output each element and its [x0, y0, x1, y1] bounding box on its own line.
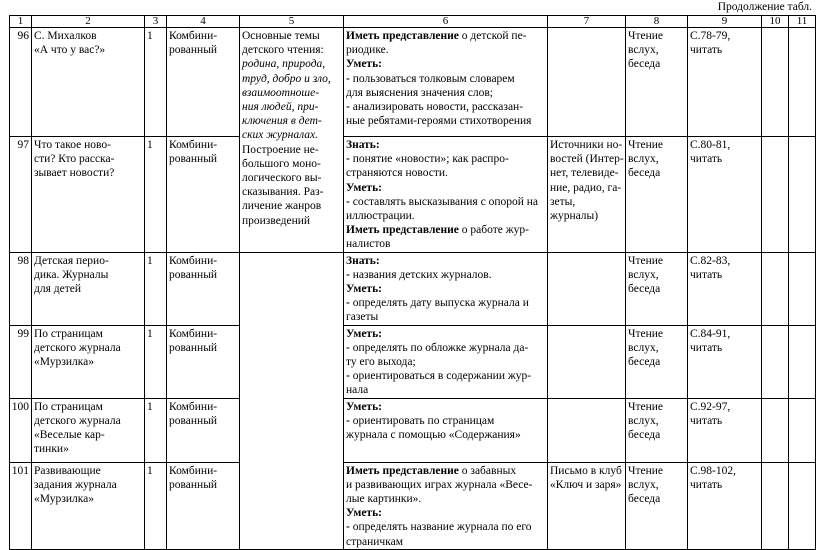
control-cell	[548, 325, 626, 398]
activity-line: Чтение	[628, 400, 664, 413]
lesson-number: 97	[10, 137, 32, 253]
empty-cell-11	[789, 398, 816, 462]
activity-line: Чтение	[628, 254, 664, 267]
requirement-label: -	[346, 370, 350, 383]
control-line: востей (Интер-	[550, 153, 624, 166]
lesson-title-line: зывает новости?	[34, 167, 115, 180]
lesson-hours: 1	[145, 462, 167, 549]
requirement-label: Уметь:	[346, 327, 382, 340]
requirements-cell	[344, 398, 548, 462]
theme-italic-line: ния людей, при-	[242, 101, 319, 114]
requirement-line	[346, 268, 546, 282]
requirement-text: нала	[346, 384, 369, 397]
empty-cell-10	[762, 398, 789, 462]
requirement-text: и развивающих играх журнала «Весе-	[346, 478, 533, 491]
homework-cell	[688, 28, 762, 137]
table-row	[10, 252, 816, 325]
col-number: 8	[626, 16, 688, 28]
control-line: зеты, журналы)	[550, 195, 599, 223]
lesson-type-line: рованный	[169, 341, 218, 354]
homework-line: С.92-97,	[690, 400, 731, 413]
col-number: 5	[240, 16, 344, 28]
activity-line: беседа	[628, 493, 661, 506]
lesson-type-line: рованный	[169, 44, 218, 57]
requirement-text: ные ребятами-героями стихотворения	[346, 115, 532, 128]
lesson-type-line: Комбини-	[169, 400, 218, 413]
lesson-hours: 1	[145, 28, 167, 137]
empty-cell-10	[762, 462, 789, 549]
requirement-text: страничкам	[346, 535, 404, 548]
column-number-row	[10, 16, 816, 28]
lesson-title-line: По страницам	[34, 400, 103, 413]
empty-cell-11	[789, 28, 816, 137]
lesson-number: 96	[10, 28, 32, 137]
requirement-text: названия детских журналов.	[349, 268, 492, 281]
activity-line: Чтение	[628, 327, 664, 340]
lesson-title-line: дика. Журналы	[34, 268, 109, 281]
empty-cell-10	[762, 137, 789, 253]
lesson-title	[32, 325, 145, 398]
control-cell	[548, 28, 626, 137]
lesson-title-line: для детей	[34, 283, 81, 296]
lesson-title	[32, 28, 145, 137]
empty-cell-11	[789, 325, 816, 398]
control-line: «Ключ и заря»	[550, 478, 622, 491]
requirements-cell	[344, 252, 548, 325]
lesson-hours: 1	[145, 325, 167, 398]
requirement-line	[346, 355, 546, 369]
requirement-label: -	[346, 195, 350, 208]
lesson-type-line: рованный	[169, 268, 218, 281]
requirement-text: журнала с помощью «Содержания»	[346, 429, 521, 442]
col-number: 6	[344, 16, 548, 28]
lesson-title-line: «Мурзилка»	[34, 493, 95, 506]
requirement-line	[346, 400, 546, 414]
lesson-hours: 1	[145, 252, 167, 325]
lesson-type-line: Комбини-	[169, 464, 218, 477]
requirements-cell	[344, 462, 548, 549]
col-number: 4	[167, 16, 240, 28]
requirement-line	[346, 282, 546, 296]
lesson-type-line: Комбини-	[169, 30, 218, 42]
requirement-text: газеты	[346, 311, 379, 324]
requirement-text: ориентировать по страницам	[349, 414, 495, 427]
lesson-hours: 1	[145, 137, 167, 253]
requirement-label: -	[346, 414, 350, 427]
col-number: 9	[688, 16, 762, 28]
theme-cell	[240, 28, 344, 253]
requirement-label: Уметь:	[346, 181, 382, 194]
requirement-text: риодике.	[346, 44, 389, 57]
col-number: 7	[548, 16, 626, 28]
lesson-type-line: Комбини-	[169, 139, 218, 151]
requirement-text: налистов	[346, 238, 391, 251]
activity-line: Чтение	[628, 30, 664, 42]
lesson-title-line: «Мурзилка»	[34, 356, 95, 369]
theme-line: личение жанров	[242, 200, 322, 213]
lesson-title-line: Что такое ново-	[34, 139, 111, 151]
requirement-label: Уметь:	[346, 400, 382, 413]
table-row	[10, 462, 816, 549]
requirement-text: определять по обложке журнала да-	[349, 341, 529, 354]
lesson-type	[167, 325, 240, 398]
lesson-title	[32, 462, 145, 549]
control-line: ние, радио, га-	[550, 181, 622, 194]
requirement-line	[346, 43, 546, 57]
lesson-type-line: рованный	[169, 414, 218, 427]
requirement-line	[346, 209, 546, 223]
lesson-title-line: тинки»	[34, 443, 69, 456]
requirement-line	[346, 72, 546, 86]
activity-cell	[626, 398, 688, 462]
table-row	[10, 137, 816, 253]
requirement-text: для выяснения значения слов;	[346, 86, 493, 99]
theme-italic-line: ских журналах.	[242, 129, 318, 142]
col-number: 2	[32, 16, 145, 28]
requirement-line	[346, 152, 546, 166]
lesson-type-line: Комбини-	[169, 254, 218, 267]
requirement-line	[346, 237, 546, 251]
requirement-text: ту его выхода;	[346, 356, 416, 369]
theme-line: сказывания. Раз-	[242, 186, 324, 199]
theme-line: детского чтения:	[242, 44, 324, 57]
table-row	[10, 325, 816, 398]
lesson-type	[167, 398, 240, 462]
activity-line: вслух,	[628, 153, 659, 166]
requirement-label: Иметь представление	[346, 224, 459, 237]
requirement-text: иллюстрации.	[346, 210, 415, 223]
requirement-label: -	[346, 341, 350, 354]
lesson-title-line: сти? Кто расска-	[34, 153, 115, 166]
requirement-text: определять название журнала по его	[349, 521, 532, 534]
requirement-line	[346, 181, 546, 195]
lesson-type	[167, 28, 240, 137]
control-cell	[548, 398, 626, 462]
activity-line: беседа	[628, 283, 661, 296]
col-number: 1	[10, 16, 32, 28]
theme-italic-line: труд, добро и зло,	[242, 72, 331, 85]
activity-cell	[626, 137, 688, 253]
homework-cell	[688, 325, 762, 398]
lesson-title-line: Развивающие	[34, 464, 101, 477]
theme-line: Основные темы	[242, 30, 320, 42]
requirement-label: Иметь представление	[346, 464, 459, 477]
theme-cell-empty	[240, 252, 344, 549]
control-cell	[548, 462, 626, 549]
lesson-title-line: детского журнала	[34, 341, 121, 354]
control-line: Письмо в клуб	[550, 464, 622, 477]
activity-line: беседа	[628, 356, 661, 369]
activity-line: вслух,	[628, 414, 659, 427]
homework-line: читать	[690, 478, 723, 491]
requirement-label: Знать:	[346, 254, 380, 267]
requirement-line	[346, 86, 546, 100]
requirement-label: -	[346, 101, 350, 114]
theme-italic-line: ключения в дет-	[242, 115, 322, 128]
activity-line: вслух,	[628, 268, 659, 281]
homework-cell	[688, 462, 762, 549]
requirement-label: Иметь представление	[346, 30, 459, 42]
requirement-line	[346, 254, 546, 268]
control-line: нет, телевиде-	[550, 167, 619, 180]
theme-line: логического вы-	[242, 172, 322, 185]
lesson-plan-table	[9, 15, 816, 550]
lesson-title-line: Детская перио-	[34, 254, 109, 267]
lesson-number: 101	[10, 462, 32, 549]
requirement-text: лые картинки».	[346, 493, 422, 506]
requirement-label: Знать:	[346, 139, 380, 151]
activity-cell	[626, 28, 688, 137]
activity-line: беседа	[628, 429, 661, 442]
requirement-text: пользоваться толковым словарем	[349, 72, 515, 85]
requirements-cell	[344, 325, 548, 398]
theme-line: произведений	[242, 214, 311, 227]
activity-cell	[626, 462, 688, 549]
empty-cell-10	[762, 28, 789, 137]
requirement-line	[346, 29, 546, 43]
requirement-line	[346, 166, 546, 180]
requirement-label: Уметь:	[346, 283, 382, 296]
requirement-line	[346, 478, 546, 492]
requirement-line	[346, 535, 546, 549]
activity-cell	[626, 252, 688, 325]
lesson-type-line: рованный	[169, 153, 218, 166]
control-cell	[548, 252, 626, 325]
lesson-title-line: «Веселые кар-	[34, 429, 105, 442]
empty-cell-11	[789, 252, 816, 325]
homework-line: С.82-83,	[690, 254, 731, 267]
lesson-title-line: детского журнала	[34, 414, 121, 427]
table-row	[10, 28, 816, 137]
requirement-line	[346, 195, 546, 209]
requirement-line	[346, 310, 546, 324]
table-row	[10, 398, 816, 462]
requirement-text: составлять высказывания с опорой на	[349, 195, 539, 208]
lesson-type-line: рованный	[169, 478, 218, 491]
requirement-text: о забавных	[458, 464, 517, 477]
col-number: 11	[789, 16, 816, 28]
control-cell	[548, 137, 626, 253]
requirement-text: страняются новости.	[346, 167, 448, 180]
lesson-type-line: Комбини-	[169, 327, 218, 340]
requirement-line	[346, 138, 546, 152]
requirement-line	[346, 464, 546, 478]
empty-cell-10	[762, 252, 789, 325]
lesson-number: 99	[10, 325, 32, 398]
lesson-type	[167, 137, 240, 253]
homework-line: С.80-81,	[690, 139, 731, 151]
homework-line: читать	[690, 153, 723, 166]
requirement-line	[346, 341, 546, 355]
lesson-title-line: По страницам	[34, 327, 103, 340]
lesson-hours: 1	[145, 398, 167, 462]
lesson-title-line: задания журнала	[34, 478, 117, 491]
lesson-title-line: «А что у вас?»	[34, 44, 106, 57]
theme-italic-line: взаимоотноше-	[242, 86, 320, 99]
requirement-line	[346, 327, 546, 341]
requirement-line	[346, 100, 546, 114]
requirement-line	[346, 414, 546, 428]
col-number: 10	[762, 16, 789, 28]
homework-cell	[688, 398, 762, 462]
requirement-line	[346, 296, 546, 310]
homework-line: читать	[690, 341, 723, 354]
activity-line: вслух,	[628, 341, 659, 354]
activity-cell	[626, 325, 688, 398]
requirement-label: -	[346, 153, 350, 166]
requirement-label: -	[346, 72, 350, 85]
homework-line: читать	[690, 44, 723, 57]
requirement-line	[346, 428, 546, 442]
homework-line: С.84-91,	[690, 327, 731, 340]
requirement-label: -	[346, 521, 350, 534]
requirement-label: Уметь:	[346, 58, 382, 71]
lesson-title	[32, 252, 145, 325]
homework-line: С.98-102,	[690, 464, 736, 477]
activity-line: беседа	[628, 58, 661, 71]
lesson-title	[32, 137, 145, 253]
requirement-text: о работе жур-	[458, 224, 529, 237]
empty-cell-10	[762, 325, 789, 398]
homework-cell	[688, 137, 762, 253]
theme-line: большого моно-	[242, 157, 321, 170]
requirement-line	[346, 114, 546, 128]
requirements-cell	[344, 28, 548, 137]
lesson-number: 100	[10, 398, 32, 462]
requirement-line	[346, 369, 546, 383]
requirement-text: о детской пе-	[458, 30, 527, 42]
lesson-title	[32, 398, 145, 462]
empty-cell-11	[789, 137, 816, 253]
activity-line: вслух,	[628, 44, 659, 57]
continuation-label: Продолжение табл.	[717, 1, 812, 13]
requirement-line	[346, 223, 546, 237]
homework-line: С.78-79,	[690, 30, 731, 42]
activity-line: вслух,	[628, 478, 659, 491]
homework-line: читать	[690, 414, 723, 427]
activity-line: Чтение	[628, 139, 664, 151]
requirement-label: -	[346, 297, 350, 310]
requirement-label: Уметь:	[346, 507, 382, 520]
requirements-cell	[344, 137, 548, 253]
theme-italic-line: родина, природа,	[242, 58, 326, 71]
requirement-line	[346, 492, 546, 506]
requirement-line	[346, 520, 546, 534]
requirement-text: определять дату выпуска журнала и	[349, 297, 529, 310]
activity-line: беседа	[628, 167, 661, 180]
activity-line: Чтение	[628, 464, 664, 477]
requirement-text: ориентироваться в содержании жур-	[349, 370, 532, 383]
lesson-type	[167, 252, 240, 325]
control-line: Источники но-	[550, 139, 623, 151]
col-number: 3	[145, 16, 167, 28]
requirement-label: -	[346, 268, 350, 281]
requirement-line	[346, 506, 546, 520]
homework-line: читать	[690, 268, 723, 281]
lesson-title-line: С. Михалков	[34, 30, 97, 42]
requirement-text: анализировать новости, рассказан-	[349, 101, 524, 114]
requirement-text: понятие «новости»; как распро-	[349, 153, 509, 166]
lesson-type	[167, 462, 240, 549]
lesson-number: 98	[10, 252, 32, 325]
requirement-line	[346, 57, 546, 71]
requirement-line	[346, 383, 546, 397]
empty-cell-11	[789, 462, 816, 549]
homework-cell	[688, 252, 762, 325]
theme-line: Построение не-	[242, 143, 319, 156]
